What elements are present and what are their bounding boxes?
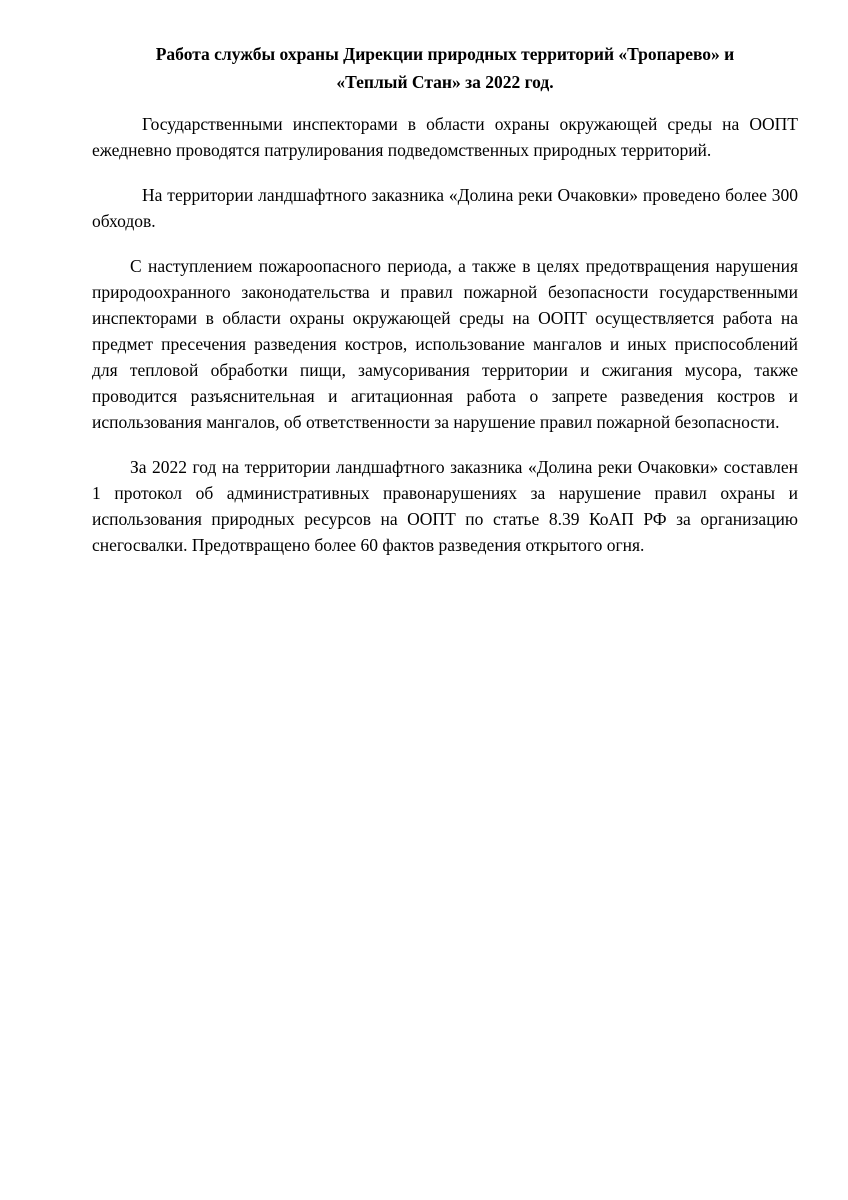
document-title-line-2: «Теплый Стан» за 2022 год. [336, 72, 554, 92]
paragraph-rounds: На территории ландшафтного заказника «Долина реки Очаковки» проведено более 300 обходов. [92, 185, 798, 231]
paragraph-patrols: Государственными инспекторами в области охраны окружающей среды на ООПТ ежедневно проводятся патрулирования подведомственных природных территорий. [92, 114, 798, 160]
document-title [92, 40, 798, 96]
paragraph-violations: За 2022 год на территории ландшафтного заказника «Долина реки Очаковки» составлен 1 протокол об административных правонарушениях за нарушение правил охраны и использования природных ресурсов на ООПТ по статье 8.39 КоАП РФ за организацию снегосвалки. Предотвращено более 60 фактов разведения открытого огня. [92, 457, 798, 555]
document-page [92, 40, 798, 558]
document-title-line-1: Работа службы охраны Дирекции природных территорий «Тропарево» и [155, 44, 735, 64]
paragraph-fire-safety: С наступлением пожароопасного периода, а также в целях предотвращения нарушения природоохранного законодательства и правил пожарной безопасности государственными инспекторами в области охраны окружающей среды на ООПТ осуществляется работа на предмет пресечения разведения костров, использование мангалов и иных приспособлений для тепловой обработки пищи, замусоривания территории и сжигания мусора, также проводится разъяснительная и агитационная работа о запрете разведения костров и использования мангалов, об ответственности за нарушение правил пожарной безопасности. [92, 256, 798, 432]
